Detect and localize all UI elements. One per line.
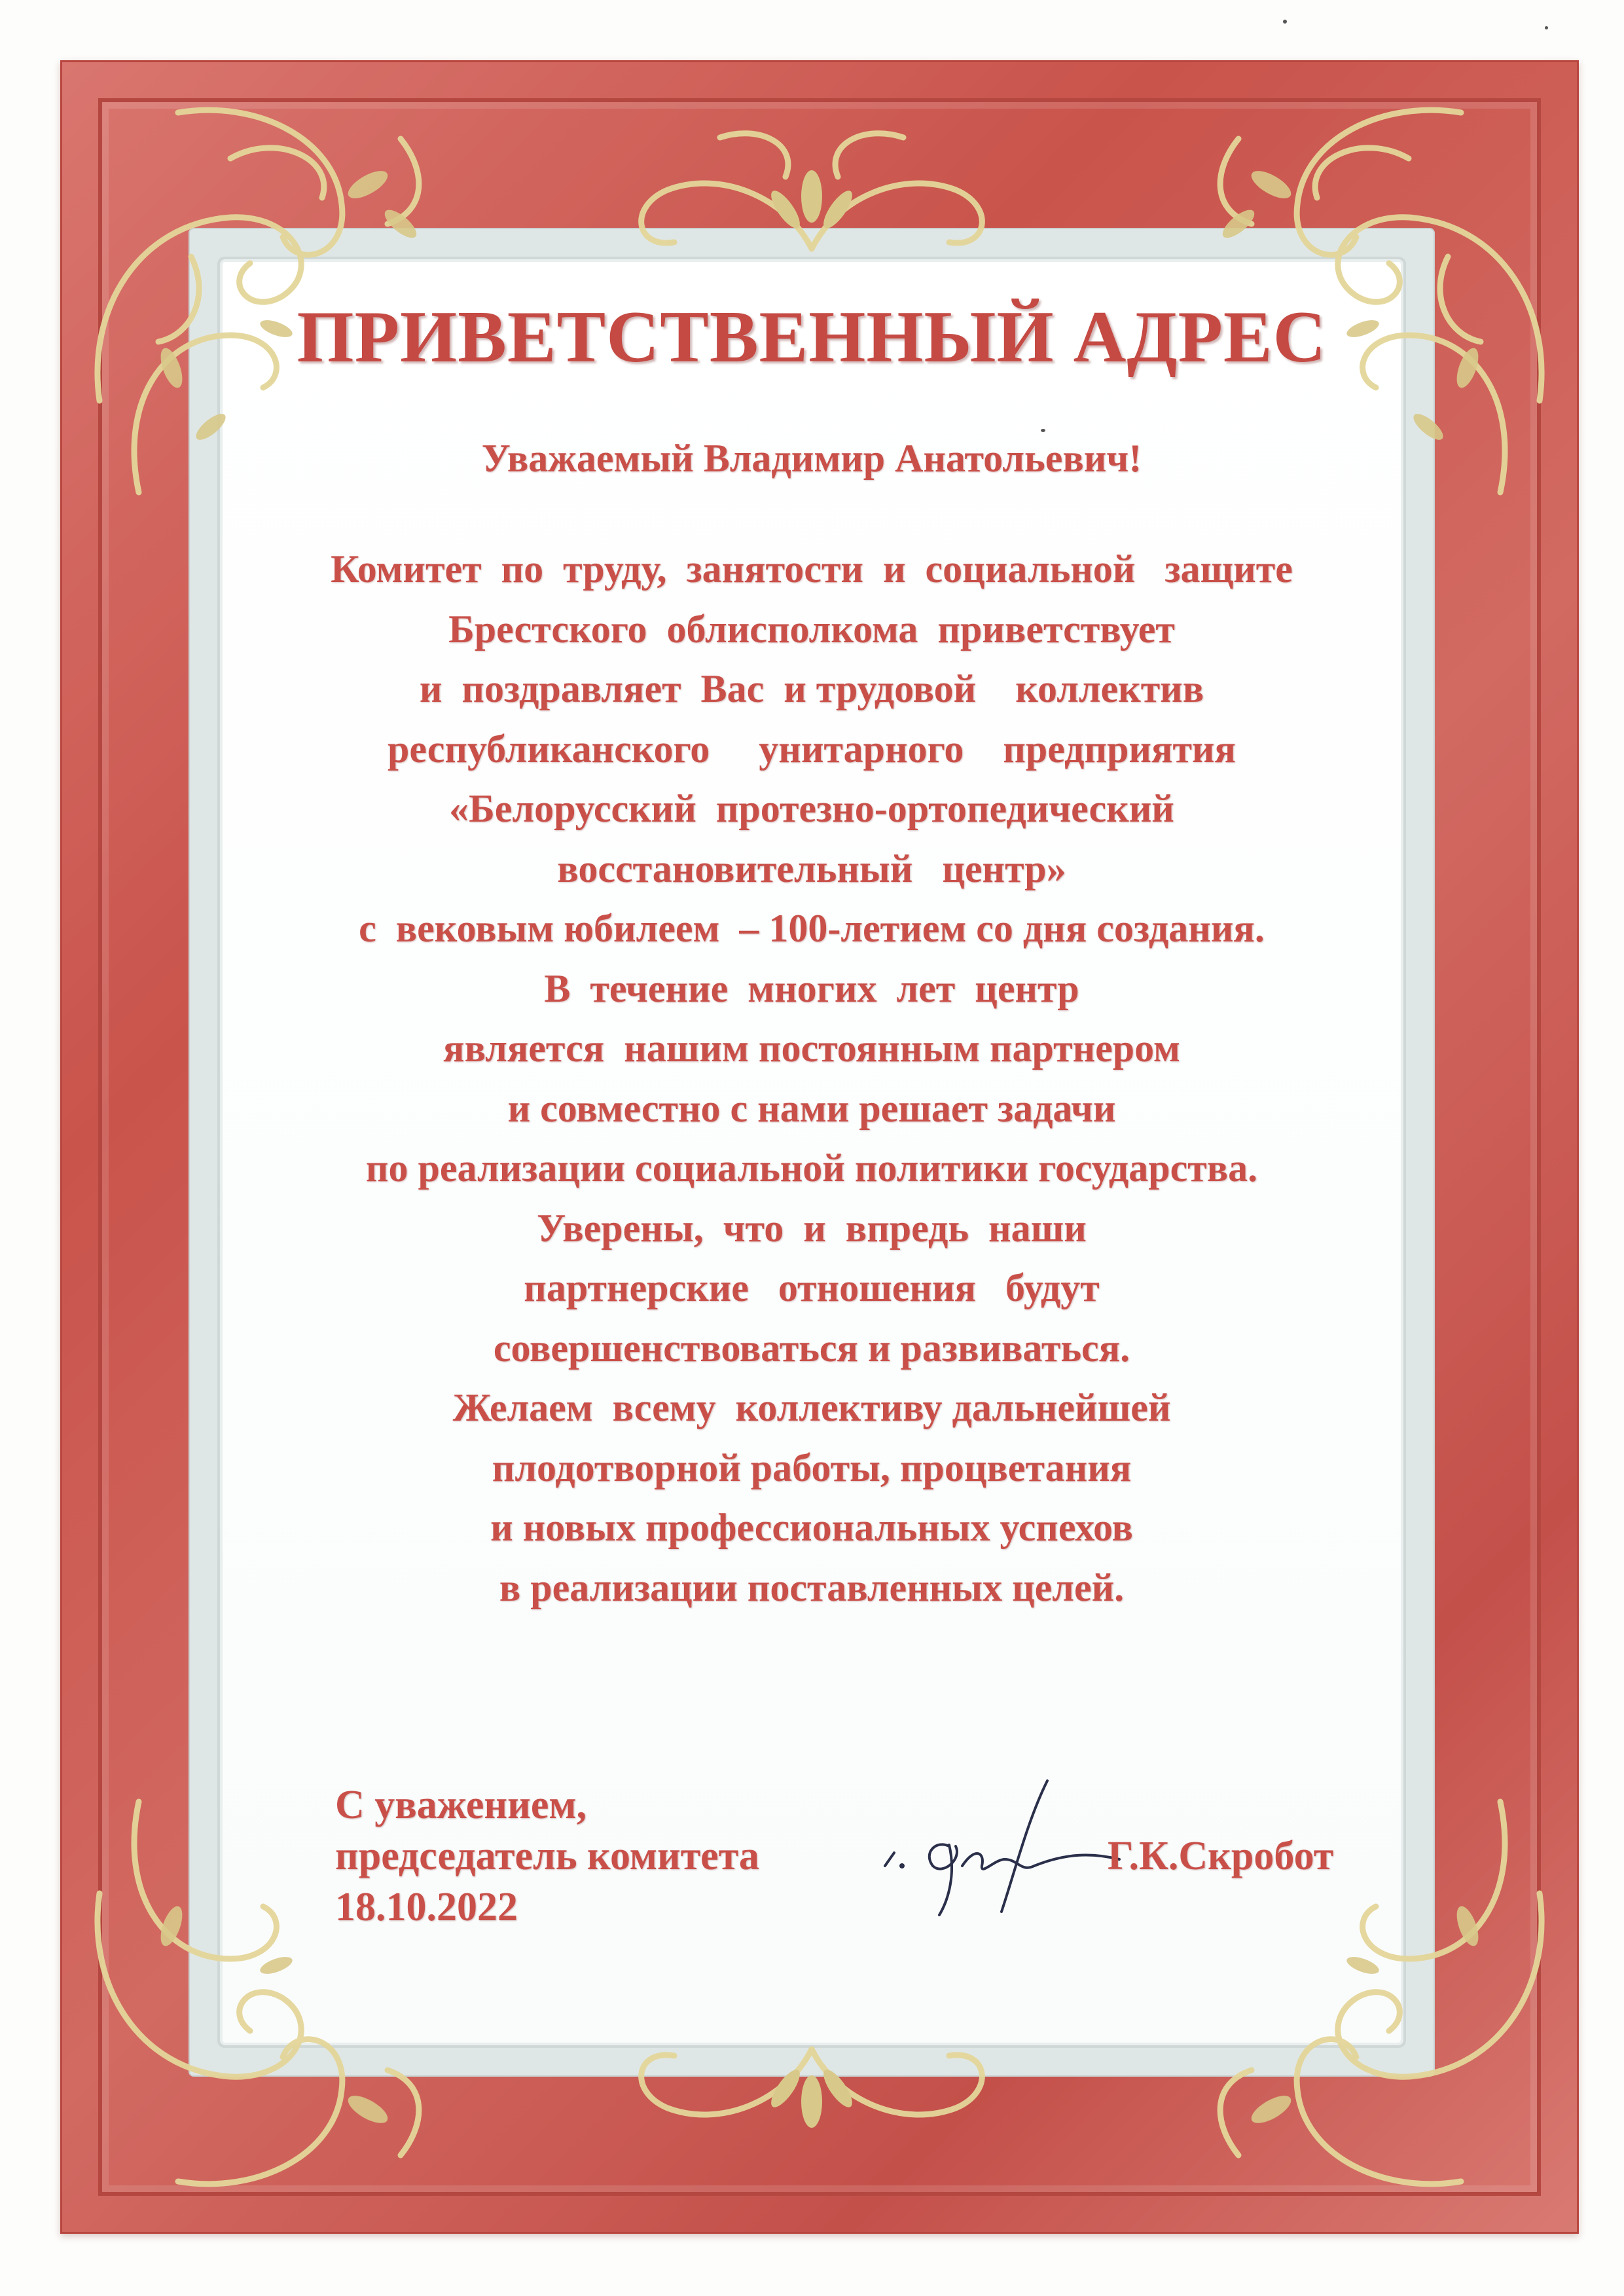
- body-line: в реализации поставленных целей.: [499, 1565, 1125, 1609]
- closing-block: [335, 1779, 759, 1933]
- top-center-ornament: [589, 98, 1034, 268]
- greeting: Уважаемый Владимир Анатольевич!: [481, 437, 1142, 480]
- body-line: восстановительный центр»: [557, 847, 1066, 890]
- body-line: и поздравляет Вас и трудовой коллектив: [419, 667, 1204, 710]
- body-line: «Белорусский протезно-ортопедический: [449, 787, 1174, 830]
- body-line: Желаем всему коллективу дальнейшей: [452, 1386, 1171, 1429]
- signer-position: председатель комитета: [335, 1834, 759, 1878]
- body-line: и новых профессиональных успехов: [490, 1506, 1133, 1549]
- bottom-right-ornament: [1081, 1736, 1579, 2234]
- closing-regards: С уважением,: [335, 1783, 587, 1827]
- body-line: партнерские отношения будут: [524, 1266, 1100, 1309]
- body-line: республиканского унитарного предприятия: [388, 727, 1236, 771]
- body-text: [223, 539, 1401, 1618]
- body-line: и совместно с нами решает задачи: [507, 1086, 1116, 1130]
- bottom-center-ornament: [589, 2030, 1034, 2200]
- body-line: Брестского облисполкома приветствует: [448, 607, 1175, 651]
- body-line: Уверены, что и впредь наши: [537, 1206, 1087, 1250]
- body-line: В течение многих лет центр: [544, 966, 1079, 1010]
- body-line: плодотворной работы, процветания: [492, 1446, 1132, 1489]
- certificate-title: ПРИВЕТСТВЕННЫЙ АДРЕС: [297, 297, 1327, 378]
- body-line: совершенствоваться и развиваться.: [493, 1326, 1130, 1370]
- certificate-content: [223, 288, 1401, 1618]
- handwritten-signature: [871, 1768, 1132, 1925]
- body-line: Комитет по труду, занятости и социальной защите: [331, 547, 1293, 591]
- document-date: 18.10.2022: [335, 1885, 518, 1929]
- signer-name: Г.К.Скробот: [1108, 1834, 1334, 1878]
- body-line: по реализации социальной политики государства.: [365, 1146, 1258, 1190]
- scan-speck: [1283, 20, 1287, 24]
- body-line: является нашим постоянным партнером: [443, 1027, 1180, 1070]
- scan-speck: [1545, 26, 1548, 29]
- scan-speck: [1041, 429, 1045, 432]
- body-line: с вековым юбилеем – 100-летием со дня создания.: [359, 907, 1265, 950]
